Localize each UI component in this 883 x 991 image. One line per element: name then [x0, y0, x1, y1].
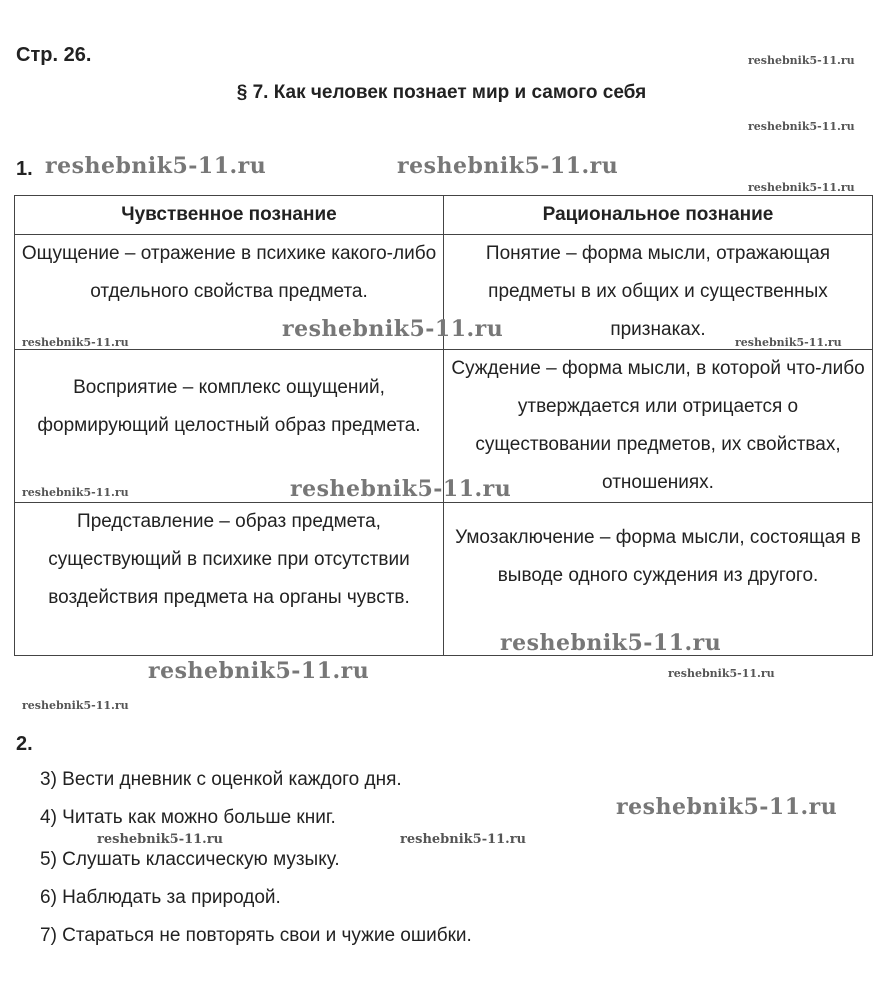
page-title: § 7. Как человек познает мир и самого себя	[236, 82, 647, 103]
list-item: 6) Наблюдать за природой.	[40, 887, 281, 908]
watermark: reshebnik5-11.ru	[22, 336, 129, 349]
page-label: Стр. 26.	[16, 44, 92, 66]
list-item: 7) Стараться не повторять свои и чужие ошибки.	[40, 925, 472, 946]
watermark: reshebnik5-11.ru	[290, 476, 512, 502]
header-sensory: Чувственное познание	[15, 196, 444, 235]
table-row	[15, 503, 873, 656]
knowledge-table	[14, 195, 873, 656]
watermark: reshebnik5-11.ru	[735, 336, 842, 349]
table-cell: Восприятие – комплекс ощущений, формирующий целостный образ предмета.	[15, 350, 444, 503]
watermark: reshebnik5-11.ru	[45, 153, 267, 179]
header-rational: Рациональное познание	[444, 196, 873, 235]
watermark: reshebnik5-11.ru	[616, 794, 838, 820]
watermark: reshebnik5-11.ru	[22, 699, 129, 712]
list-item: 4) Читать как можно больше книг.	[40, 807, 336, 828]
table-header-row	[15, 196, 873, 235]
list-item: 5) Слушать классическую музыку.	[40, 849, 340, 870]
task2-number: 2.	[16, 733, 33, 755]
table-cell: Суждение – форма мысли, в которой что-либо утверждается или отрицается о существовании предметов, их свойствах, отношениях.	[444, 350, 873, 503]
watermark: reshebnik5-11.ru	[748, 54, 855, 67]
watermark: reshebnik5-11.ru	[397, 153, 619, 179]
watermark: reshebnik5-11.ru	[748, 120, 855, 133]
watermark: reshebnik5-11.ru	[748, 181, 855, 194]
watermark: reshebnik5-11.ru	[22, 486, 129, 499]
table-cell: Ощущение – отражение в психике какого-либо отдельного свойства предмета.	[15, 235, 444, 350]
watermark: reshebnik5-11.ru	[500, 630, 722, 656]
watermark: reshebnik5-11.ru	[668, 667, 775, 680]
table-cell: Представление – образ предмета, существующий в психике при отсутствии воздействия предмета на органы чувств.	[15, 503, 444, 656]
watermark: reshebnik5-11.ru	[97, 832, 224, 847]
table-cell: Понятие – форма мысли, отражающая предметы в их общих и существенных признаках.	[444, 235, 873, 350]
watermark: reshebnik5-11.ru	[282, 316, 504, 342]
table-cell: Умозаключение – форма мысли, состоящая в выводе одного суждения из другого.	[444, 503, 873, 656]
watermark: reshebnik5-11.ru	[148, 658, 370, 684]
list-item: 3) Вести дневник с оценкой каждого дня.	[40, 769, 402, 790]
task1-number: 1.	[16, 158, 33, 180]
watermark: reshebnik5-11.ru	[400, 832, 527, 847]
